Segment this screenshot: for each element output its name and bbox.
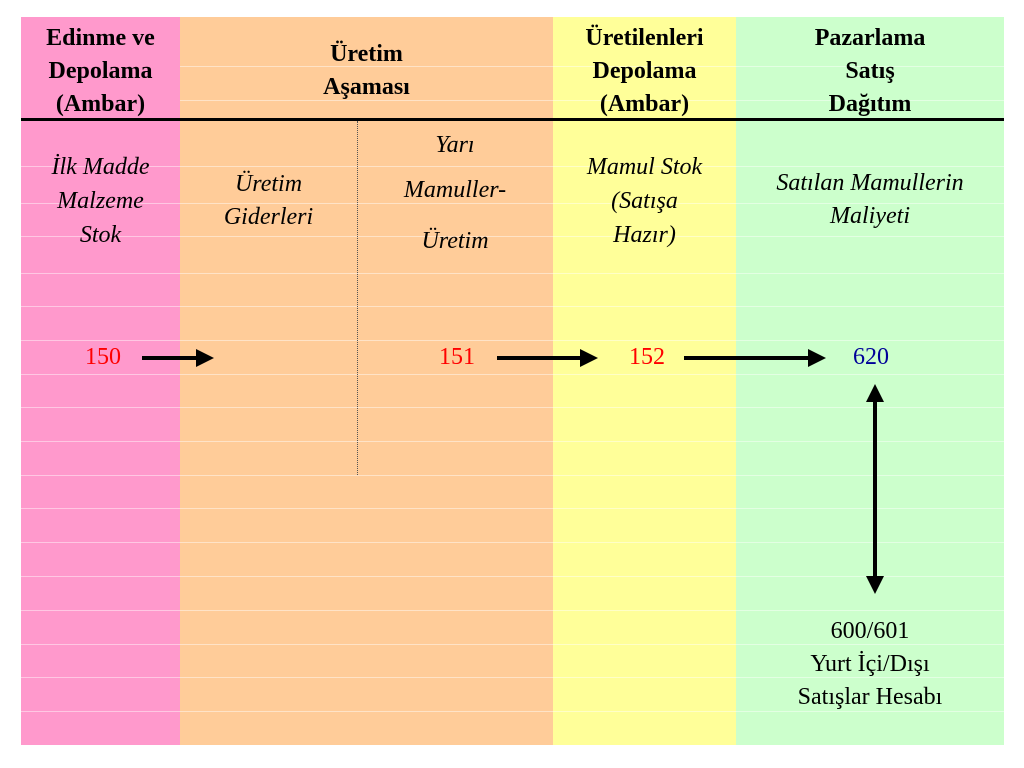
arrow-150-to-production	[142, 349, 214, 367]
label-line: (Satışa	[611, 188, 678, 214]
header-line: Üretim	[330, 41, 403, 67]
label-line: Yarı	[435, 132, 475, 158]
sales-accounts-note	[736, 615, 1004, 714]
header-line: (Ambar)	[599, 91, 690, 117]
header-line: (Ambar)	[55, 91, 146, 117]
label-line: Mamuller-	[403, 177, 507, 203]
header-line: Üretilenleri	[585, 25, 704, 51]
label-line: Üretim	[234, 171, 303, 197]
note-line: Yurt İçi/Dışı	[810, 651, 930, 677]
header-line: Dağıtım	[828, 91, 912, 117]
arrow-152-to-620	[684, 349, 826, 367]
account-620: 620	[853, 344, 889, 370]
header-line: Depolama	[48, 58, 153, 84]
label-line: Üretim	[421, 228, 489, 254]
note-line: 600/601	[830, 618, 910, 644]
header-line: Depolama	[592, 58, 697, 84]
note-line: Satışlar Hesabı	[797, 684, 943, 710]
label-line: Stok	[79, 222, 122, 248]
header-line: Edinme ve	[46, 25, 155, 51]
account-150: 150	[85, 344, 121, 370]
account-152: 152	[629, 344, 665, 370]
header-line: Pazarlama	[814, 25, 926, 51]
label-line: Satılan Mamullerin	[776, 170, 964, 196]
arrow-151-to-152	[497, 349, 598, 367]
label-line: Giderleri	[223, 204, 314, 230]
label-line: İlk Madde	[51, 154, 150, 180]
arrow-620-to-sales	[866, 384, 884, 594]
label-line: Mamul Stok	[586, 154, 703, 180]
header-line: Aşaması	[323, 74, 410, 100]
label-line: Malzeme	[57, 188, 144, 214]
label-line: Maliyeti	[830, 203, 910, 229]
header-line: Satış	[845, 58, 895, 84]
label-line: Hazır)	[613, 222, 676, 248]
account-151: 151	[439, 344, 475, 370]
